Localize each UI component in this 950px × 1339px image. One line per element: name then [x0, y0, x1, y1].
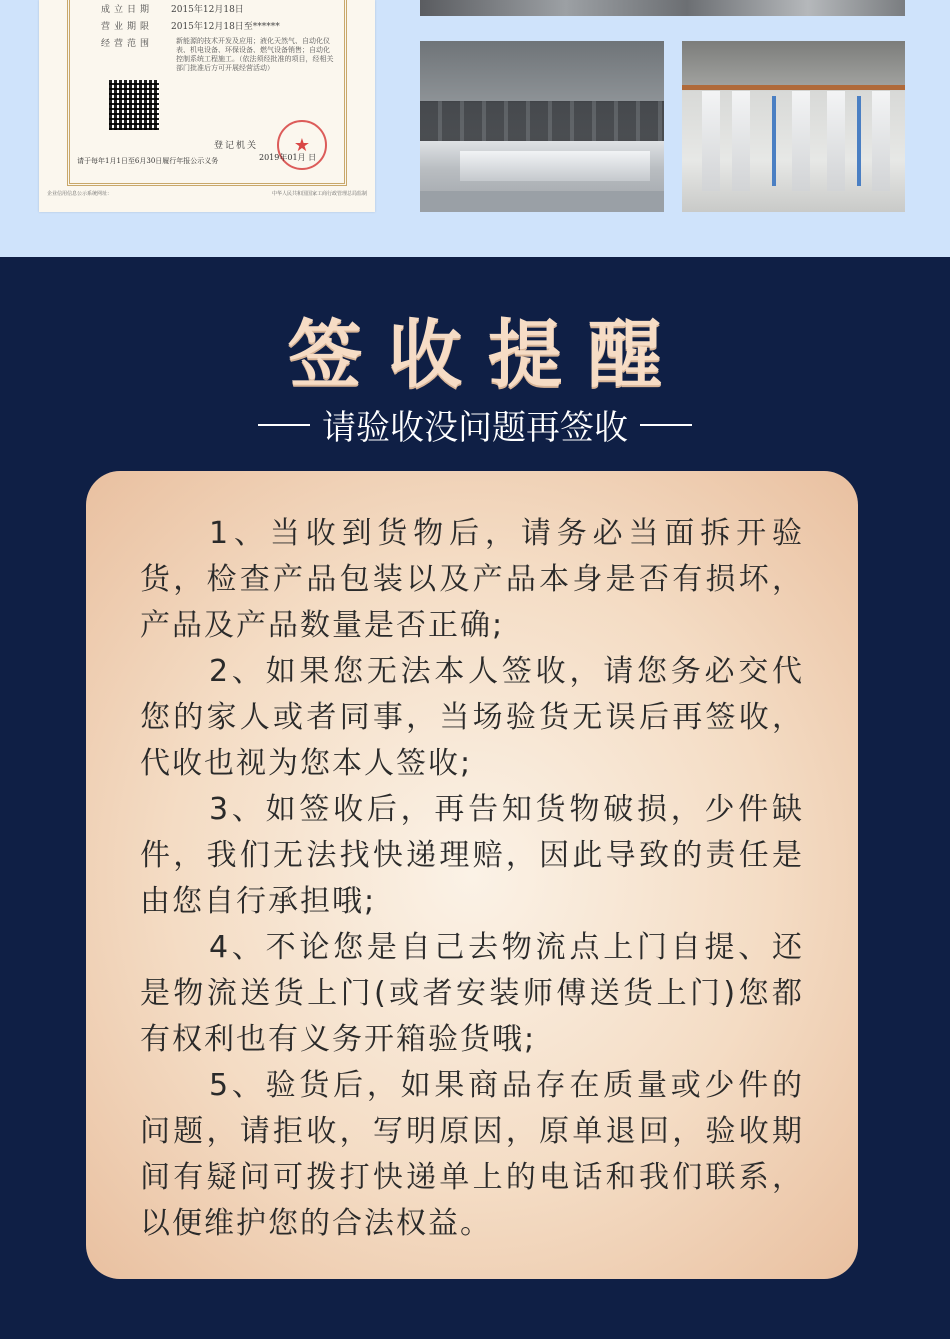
hanging-panel — [872, 91, 890, 191]
notice-item: 3、如签收后，再告知货物破损，少件缺件，我们无法找快递理赔，因此导致的责任是由您自行承担哦; — [140, 792, 804, 919]
notice-item: 2、如果您无法本人签收，请您务必交代您的家人或者同事，当场验货无误后再签收，代收也视为您本人签收; — [140, 654, 804, 781]
license-footer-right: 中华人民共和国国家工商行政管理总局监制 — [271, 191, 367, 197]
notice-item: 4、不论您是自己去物流点上门自提、还是物流送货上门(或者安装师傅送货上门)您都有权利也有义务开箱验货哦; — [140, 930, 804, 1057]
top-section — [0, 0, 950, 257]
page-title: 签收提醒 — [288, 312, 688, 398]
hanging-panel — [857, 96, 861, 186]
subtitle-text: 请验收没问题再签收 — [322, 408, 628, 448]
license-footer-left: 企业信用信息公示系统网址： — [47, 191, 113, 197]
annual-report-note: 请于每年1月1日至6月30日履行年报公示义务 — [77, 157, 219, 165]
license-row-established: 成立日期 2015年12月18日 — [101, 5, 244, 15]
registration-authority: 登记机关 — [214, 141, 259, 151]
hanging-panel — [792, 91, 810, 191]
license-date: 2019年01月 日 — [259, 153, 317, 162]
hanging-panel — [702, 91, 720, 191]
license-scope-text: 新能源的技术开发及应用；液化天然气、自动化仪表、机电设备、环保设备、燃气设备销售；自动化控制系统工程施工。（依法须经批准的项目，经相关部门批准后方可开展经营活动） — [176, 37, 334, 72]
page-subtitle — [0, 400, 950, 449]
warehouse-panels — [460, 151, 650, 181]
warehouse-photo — [420, 41, 664, 212]
qr-code-icon — [109, 80, 159, 130]
business-license-image — [39, 0, 375, 212]
notice-item: 1、当收到货物后，请务必当面拆开验货，检查产品包装以及产品本身是否有损坏，产品及产品数量是否正确; — [140, 516, 804, 643]
notice-list — [140, 511, 804, 1247]
hanging-panel — [772, 96, 776, 186]
red-seal-icon: ★ — [277, 120, 327, 170]
notice-item: 5、验货后，如果商品存在质量或少件的问题，请拒收，写明原因，原单退回，验收期间有疑问可拨打快递单上的电话和我们联系，以便维护您的合法权益。 — [140, 1068, 804, 1241]
factory-photo-strip — [420, 0, 905, 16]
hanging-panel — [732, 91, 750, 191]
notice-card — [86, 471, 858, 1279]
workshop-photo — [682, 41, 905, 212]
license-footer — [47, 190, 367, 197]
warehouse-racks — [420, 101, 664, 141]
license-row-scope: 经营范围 — [101, 39, 154, 49]
subtitle-divider-right — [640, 424, 692, 426]
license-row-term: 营业期限 2015年12月18日至****** — [101, 22, 280, 32]
subtitle-divider-left — [258, 424, 310, 426]
warehouse-floor — [420, 191, 664, 212]
hanging-panel — [827, 91, 845, 191]
overhead-rail — [682, 85, 905, 90]
